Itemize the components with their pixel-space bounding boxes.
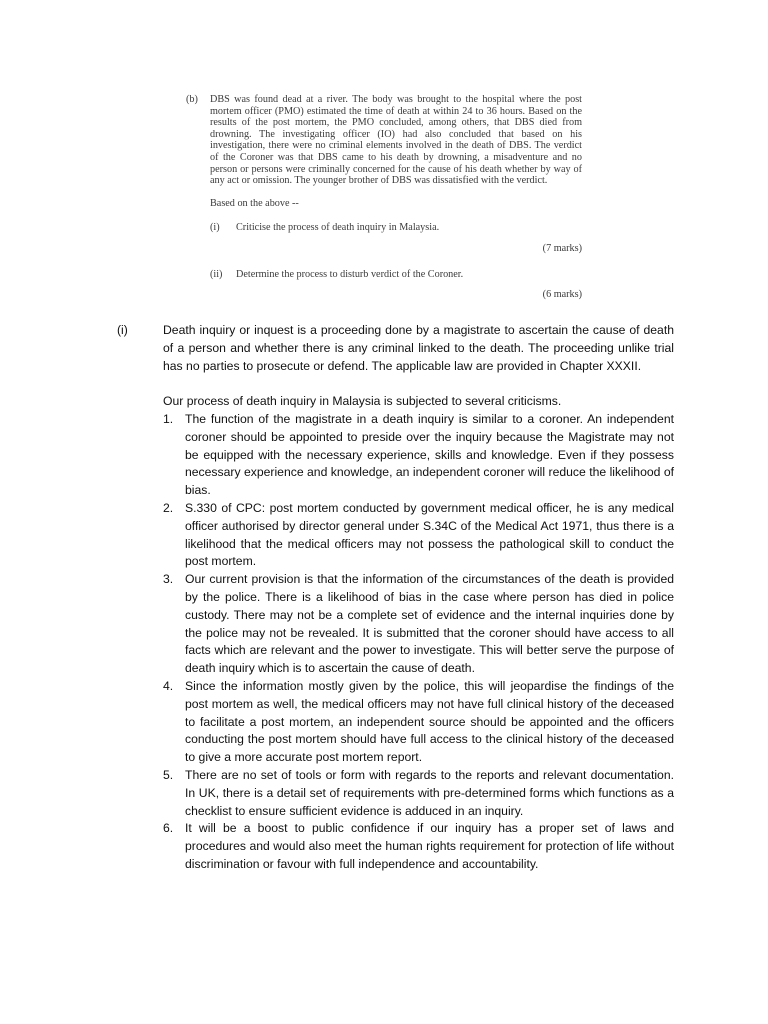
list-text: Our current provision is that the information of the circumstances of the death is provided by the police. There is a likelihood of bias in the case where person has died in police custody. There may not be a complete set of evidence and the internal inquiries done by the police may not be revealed. It is submitted that the coroner should have access to all facts which are relevant and the power to investigate. This will better serve the purpose of death inquiry which is to ascertain the cause of death. (185, 572, 674, 676)
list-number: 6. (163, 821, 174, 836)
list-number: 5. (163, 767, 174, 782)
part-text: Criticise the process of death inquiry in Malaysia. (236, 222, 440, 234)
part-marks: (7 marks) (542, 242, 582, 254)
question-based-on: Based on the above -- (210, 197, 299, 209)
list-text: There are no set of tools or form with regards to the reports and relevant documentation. In UK, there is a detail set of requirements with pre-determined forms which functions as a checklist to ensure sufficient evidence is adduced in an inquiry. (185, 767, 674, 818)
part-label: (i) (210, 222, 220, 234)
list-text: Since the information mostly given by the police, this will jeopardise the findings of the post mortem as well, the medical officers may not have full clinical history of the deceased to facilitate a post mortem, an independent source should be appointed and the officers conducting the post mortem should have full access to the clinical history of the deceased to give a more accurate post mortem report. (185, 678, 674, 765)
list-number: 1. (163, 411, 174, 426)
part-text: Determine the process to disturb verdict of the Coroner. (236, 268, 464, 280)
part-marks: (6 marks) (542, 289, 582, 301)
list-item (163, 767, 674, 820)
list-text: The function of the magistrate in a death inquiry is similar to a coroner. An independent coroner should be appointed to preside over the inquiry because the Magistrate may not be equipped with the necessary experience, skills and knowledge. Even if they possess necessary experience and knowledge, an independent coroner will reduce the likelihood of bias. (185, 411, 674, 498)
question-label: (b) (186, 94, 198, 105)
list-item (163, 678, 674, 767)
criticisms-list (163, 411, 674, 874)
list-item (163, 820, 674, 873)
list-item (163, 500, 674, 571)
exam-question (186, 94, 582, 301)
list-text: S.330 of CPC: post mortem conducted by government medical officer, he is any medical officer authorised by director general under S.34C of the Medical Act 1971, thus there is a likelihood that the medical officers may not possess the pathological skill to conduct the post mortem. (185, 500, 674, 569)
part-label: (ii) (210, 268, 223, 280)
list-item (163, 571, 674, 678)
list-item (163, 411, 674, 500)
question-part-i (186, 222, 582, 254)
list-number: 3. (163, 572, 174, 587)
answer-criticisms-intro: Our process of death inquiry in Malaysia is subjected to several criticisms. (163, 394, 562, 409)
question-part-ii (186, 269, 582, 301)
question-b (186, 94, 582, 187)
answer-label: (i) (117, 323, 128, 337)
list-number: 4. (163, 678, 174, 693)
list-text: It will be a boost to public confidence if our inquiry has a proper set of laws and procedures and would also meet the human rights requirement for protection of life without discrimination or favour with full independence and accountability. (185, 821, 674, 871)
answer-section (117, 322, 674, 874)
answer-intro: Death inquiry or inquest is a proceeding done by a magistrate to ascertain the cause of death of a person and whether there is any criminal linked to the death. The proceeding unlike trial has no parties to prosecute or defend. The applicable law are provided in Chapter XXXII. (163, 323, 674, 373)
list-number: 2. (163, 500, 174, 515)
question-body: DBS was found dead at a river. The body was brought to the hospital where the post mortem officer (PMO) estimated the time of death at within 24 to 36 hours. Based on the results of the post mortem, the PMO concluded, among others, that DBS died from drowning. The investigating officer (IO) had also concluded that based on his investigation, there were no criminal elements involved in the death of DBS. The verdict of the Coroner was that DBS came to his death by drowning, a misadventure and no person or persons were criminally concerned for the cause of his death whether by way of any act or omission. The younger brother of DBS was dissatisfied with the verdict. (210, 94, 582, 187)
answer-part-i (117, 322, 674, 874)
